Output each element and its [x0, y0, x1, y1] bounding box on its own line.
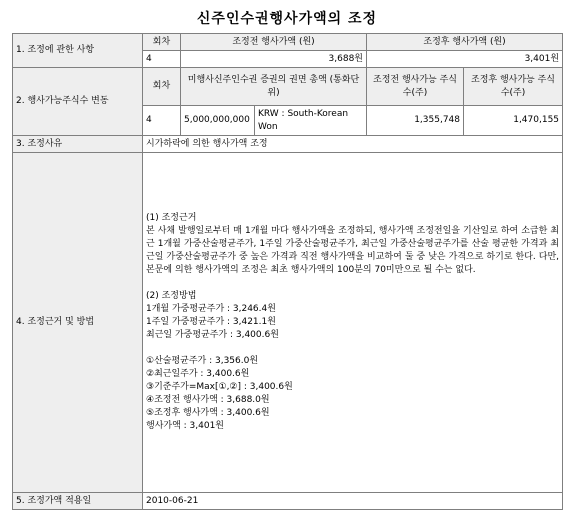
row2-round: 4 — [143, 106, 181, 136]
row5-label: 5. 조정가액 적용일 — [13, 493, 143, 510]
method-line: 1주일 가중평균주가 : 3,421.1원 — [146, 317, 276, 327]
row2-amount: 5,000,000,000 — [181, 106, 255, 136]
calc-line: ③기준주가=Max[①,②] : 3,400.6원 — [146, 382, 293, 392]
basis-text: 본 사채 발행일로부터 매 1개월 마다 행사가액을 조정하되, 행사가액 조정전일을 기산일로 하여 소급한 최근 1개월 가중산술평균주가, 1주일 가중산술평균주가, 최근일 가중산술평균주가를 산술 평균한 가격과 최근일 가중산술평균주가 중 높은 가격과 직전 행사가액을 비교하여 둘 중 낮은 가격으로 하기로 한다. 다만, 본문에 의한 행사가액의 조정은 최초 행사가액의 100분의 70미만으로 될 수는 없다. — [146, 226, 560, 275]
row-effective-date — [13, 493, 563, 510]
basis-heading: (1) 조정근거 — [146, 213, 197, 223]
row2-before-shares-header: 조정전 행사가능 주식수(주) — [367, 68, 464, 106]
row1-after-price: 3,401원 — [367, 51, 563, 68]
row4-label: 4. 조정근거 및 방법 — [13, 153, 143, 493]
row-basis-method — [13, 153, 563, 493]
page-title: 신주인수권행사가액의 조정 — [196, 11, 378, 27]
calc-line: ①산술평균주가 : 3,356.0원 — [146, 356, 259, 366]
row2-after-shares-header: 조정후 행사가능 주식수(주) — [464, 68, 563, 106]
row-reason — [13, 136, 563, 153]
row2-round-header: 회차 — [143, 68, 181, 106]
row1-round-header: 회차 — [143, 34, 181, 51]
row3-value: 시가하락에 의한 행사가액 조정 — [143, 136, 563, 153]
row1-label: 1. 조정에 관한 사항 — [13, 34, 143, 68]
row1-before-price: 3,688원 — [181, 51, 367, 68]
method-heading: (2) 조정방법 — [146, 291, 197, 301]
calc-line: 행사가액 : 3,401원 — [146, 421, 224, 431]
row-shares-header — [13, 68, 563, 106]
row2-after-shares: 1,470,155 — [464, 106, 563, 136]
row1-after-header: 조정후 행사가액 (원) — [367, 34, 563, 51]
row2-before-shares: 1,355,748 — [367, 106, 464, 136]
calc-line: ⑤조정후 행사가액 : 3,400.6원 — [146, 408, 270, 418]
row4-content — [143, 153, 563, 493]
calc-line: ④조정전 행사가액 : 3,688.0원 — [146, 395, 270, 405]
adjustment-table — [12, 33, 563, 510]
method-line: 최근일 가중평균주가 : 3,400.6원 — [146, 330, 279, 340]
row3-label: 3. 조정사유 — [13, 136, 143, 153]
row1-before-header: 조정전 행사가액 (원) — [181, 34, 367, 51]
method-line: 1개월 가중평균주가 : 3,246.4원 — [146, 304, 276, 314]
row1-round: 4 — [143, 51, 181, 68]
calc-line: ②최근일주가 : 3,400.6원 — [146, 369, 250, 379]
row2-currency: KRW : South-Korean Won — [255, 106, 367, 136]
row-adjustment-header — [13, 34, 563, 51]
row5-value: 2010-06-21 — [143, 493, 563, 510]
row2-unexercised-header: 미행사신주인수권 증권의 권면 총액 (통화단위) — [181, 68, 367, 106]
row2-label: 2. 행사가능주식수 변동 — [13, 68, 143, 136]
